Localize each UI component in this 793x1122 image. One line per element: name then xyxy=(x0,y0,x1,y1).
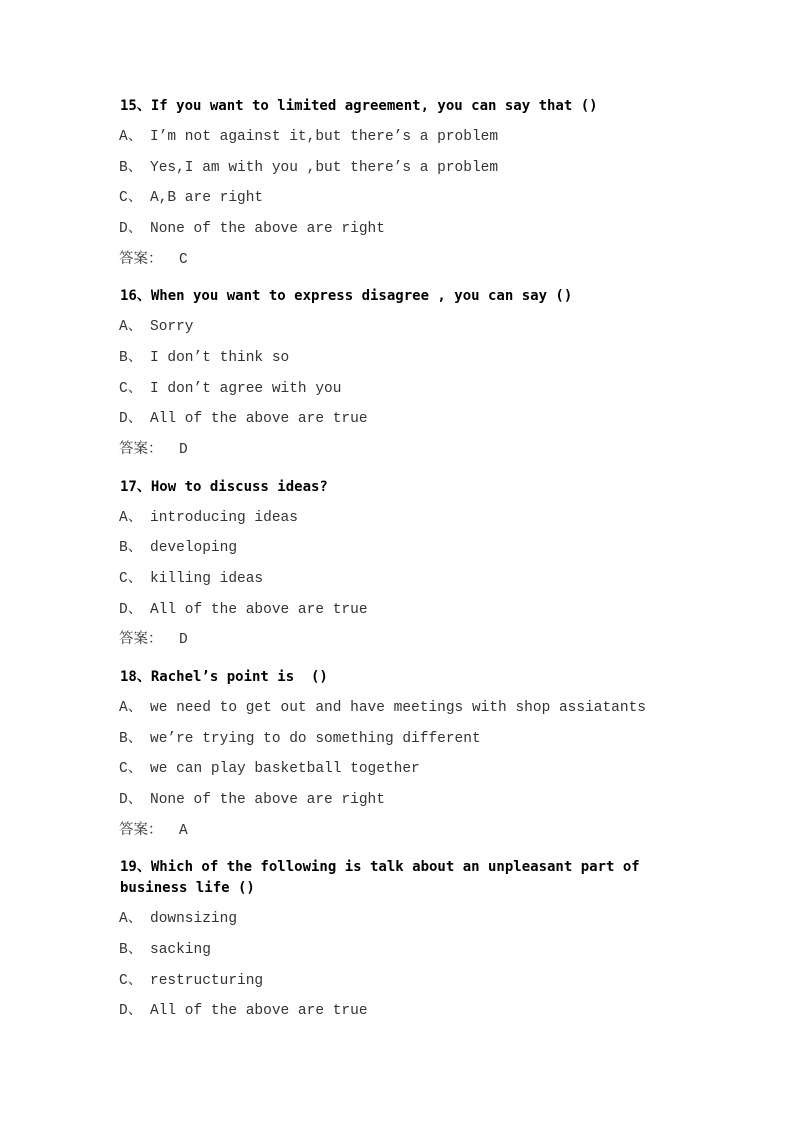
question-15-option-a xyxy=(119,127,498,147)
question-15-option-c xyxy=(119,188,263,208)
option-letter: C、 xyxy=(119,571,143,587)
option-letter: B、 xyxy=(119,942,143,958)
option-text: sacking xyxy=(150,942,211,958)
option-letter: D、 xyxy=(119,221,143,237)
option-text: None of the above are right xyxy=(150,792,385,808)
question-17-option-b xyxy=(119,538,237,558)
question-18-option-a xyxy=(119,698,646,718)
option-text: All of the above are true xyxy=(150,602,368,618)
question-15-option-d xyxy=(119,219,385,239)
answer-label: 答案： xyxy=(119,823,163,839)
option-letter: B、 xyxy=(119,350,143,366)
option-letter: A、 xyxy=(119,911,143,927)
option-text: None of the above are right xyxy=(150,221,385,237)
option-text: we’re trying to do something different xyxy=(150,731,481,747)
option-text: All of the above are true xyxy=(150,411,368,427)
option-letter: A、 xyxy=(119,319,143,335)
option-text: we can play basketball together xyxy=(150,761,420,777)
question-15-option-b xyxy=(119,158,498,178)
question-18-option-c xyxy=(119,759,420,779)
option-text: we need to get out and have meetings with shop assiatants xyxy=(150,700,646,716)
question-16-option-c xyxy=(119,379,341,399)
answer-value: C xyxy=(179,252,188,268)
answer-value: D xyxy=(179,632,188,648)
question-16-answer xyxy=(119,440,188,460)
option-letter: D、 xyxy=(119,411,143,427)
question-18-option-d xyxy=(119,790,385,810)
answer-value: D xyxy=(179,442,188,458)
option-letter: C、 xyxy=(119,381,143,397)
option-letter: B、 xyxy=(119,160,143,176)
question-16-text: 16、When you want to express disagree , you can say () xyxy=(120,288,573,304)
option-letter: B、 xyxy=(119,731,143,747)
option-letter: C、 xyxy=(119,973,143,989)
question-18-answer xyxy=(119,821,188,841)
option-letter: A、 xyxy=(119,510,143,526)
option-text: I don’t agree with you xyxy=(150,381,342,397)
option-letter: A、 xyxy=(119,129,143,145)
option-text: I’m not against it,but there’s a problem xyxy=(150,129,499,145)
answer-label: 答案： xyxy=(119,442,163,458)
option-text: I don’t think so xyxy=(150,350,290,366)
option-text: developing xyxy=(150,540,238,556)
question-16-option-a xyxy=(119,317,194,337)
question-17-option-d xyxy=(119,600,368,620)
question-15-text: 15、If you want to limited agreement, you can say that () xyxy=(120,98,598,114)
option-letter: C、 xyxy=(119,761,143,777)
option-letter: C、 xyxy=(119,190,143,206)
question-19-option-a xyxy=(119,909,237,929)
option-text: introducing ideas xyxy=(150,510,298,526)
option-text: restructuring xyxy=(150,973,264,989)
question-15-answer xyxy=(119,250,188,270)
option-letter: B、 xyxy=(119,540,143,556)
question-17-option-c xyxy=(119,569,263,589)
question-17-text: 17、How to discuss ideas? xyxy=(120,479,328,495)
question-19-option-c xyxy=(119,971,263,991)
option-text: A,B are right xyxy=(150,190,264,206)
question-19-text: 19、Which of the following is talk about an unpleasant part of business life () xyxy=(120,859,649,896)
question-16-option-d xyxy=(119,409,368,429)
option-text: killing ideas xyxy=(150,571,264,587)
question-18-text: 18、Rachel’s point is () xyxy=(120,669,328,685)
answer-value: A xyxy=(179,823,188,839)
option-text: Sorry xyxy=(150,319,194,335)
question-16-option-b xyxy=(119,348,289,368)
option-text: All of the above are true xyxy=(150,1003,368,1019)
option-letter: A、 xyxy=(119,700,143,716)
question-19-option-b xyxy=(119,940,211,960)
question-17-option-a xyxy=(119,508,298,528)
question-18-option-b xyxy=(119,729,481,749)
question-19-option-d xyxy=(119,1001,368,1021)
option-letter: D、 xyxy=(119,792,143,808)
option-letter: D、 xyxy=(119,602,143,618)
answer-label: 答案： xyxy=(119,632,163,648)
option-text: Yes,I am with you ,but there’s a problem xyxy=(150,160,499,176)
answer-label: 答案： xyxy=(119,252,163,268)
option-text: downsizing xyxy=(150,911,238,927)
question-17-answer xyxy=(119,630,188,650)
option-letter: D、 xyxy=(119,1003,143,1019)
